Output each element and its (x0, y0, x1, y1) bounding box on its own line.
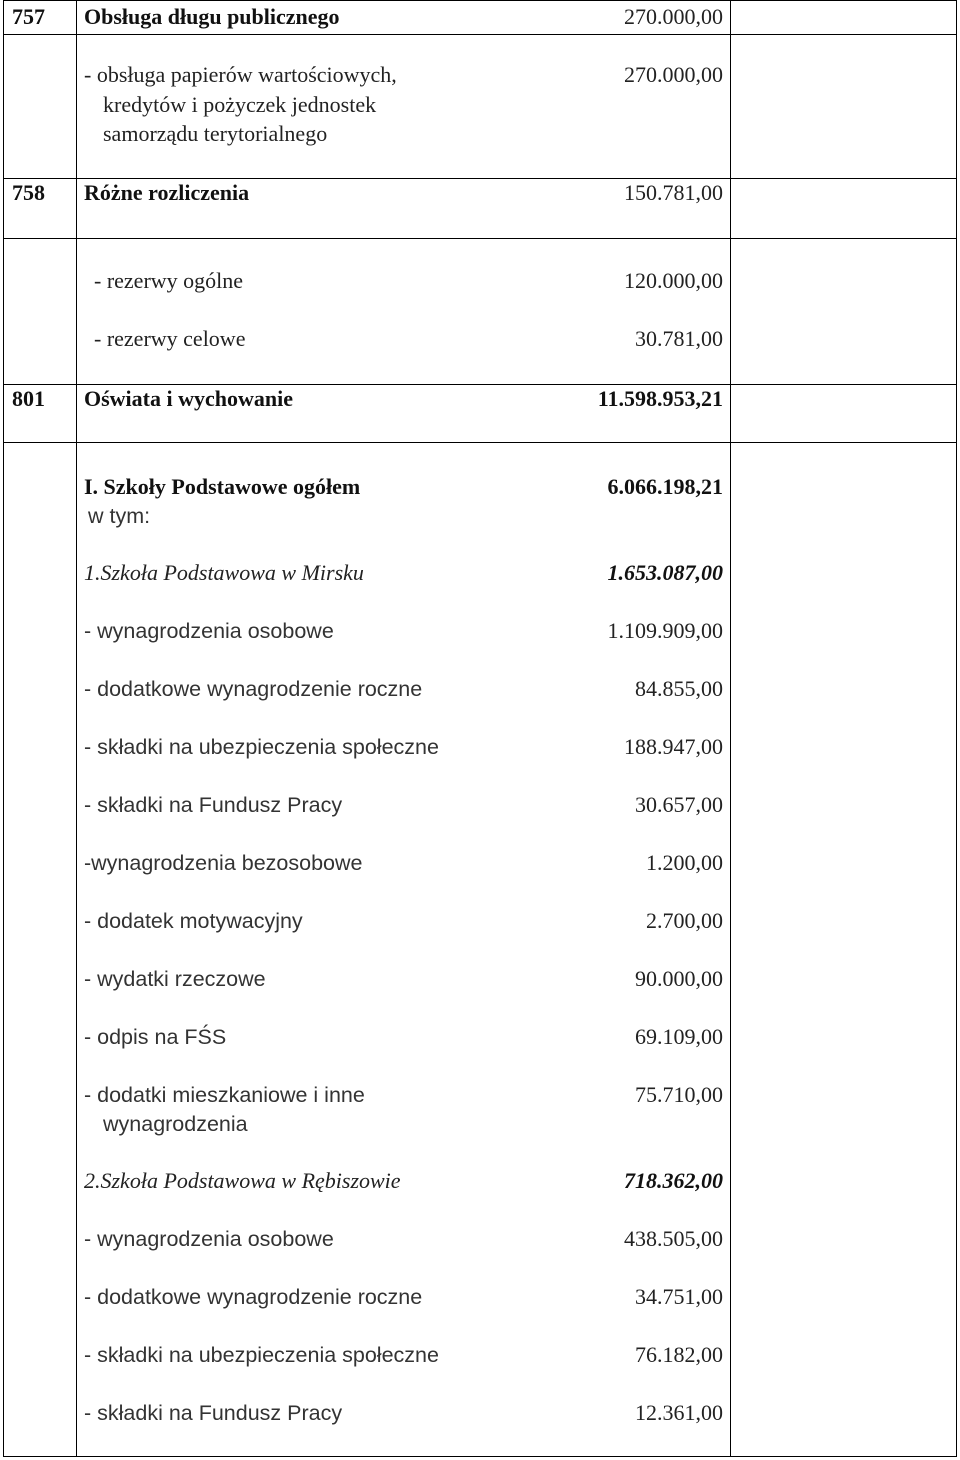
item-label: - odpis na FŚS (84, 1025, 227, 1049)
school-title: 1.Szkoła Podstawowa w Mirsku (84, 560, 364, 585)
school-amount: 718.362,00 (624, 1168, 723, 1193)
section-title: Różne rozliczenia (84, 180, 250, 205)
item-label: - dodatkowe wynagrodzenie roczne (84, 677, 423, 701)
section-amount: 270.000,00 (624, 4, 723, 29)
item-label: - wynagrodzenia osobowe (84, 619, 334, 643)
item-amount: 69.109,00 (635, 1024, 723, 1049)
row-divider (3, 238, 957, 239)
item-amount: 188.947,00 (624, 734, 723, 759)
section-code: 757 (12, 4, 45, 29)
subsection-title: I. Szkoły Podstawowe ogółem (84, 474, 361, 499)
item-amount: 90.000,00 (635, 966, 723, 991)
item-label: - wynagrodzenia osobowe (84, 1227, 334, 1251)
item-label: - składki na Fundusz Pracy (84, 1401, 343, 1425)
section-title: Obsługa długu publicznego (84, 4, 340, 29)
column-divider-amount (730, 0, 731, 1457)
section-code: 758 (12, 180, 45, 205)
item-label: samorządu terytorialnego (103, 121, 328, 146)
school-amount: 1.653.087,00 (607, 560, 723, 585)
item-label: - dodatek motywacyjny (84, 909, 303, 933)
item-amount: 30.657,00 (635, 792, 723, 817)
section-amount: 11.598.953,21 (597, 386, 723, 411)
item-amount: 120.000,00 (624, 268, 723, 293)
item-label: - wydatki rzeczowe (84, 967, 266, 991)
item-amount: 75.710,00 (635, 1082, 723, 1107)
item-label: - dodatkowe wynagrodzenie roczne (84, 1285, 423, 1309)
item-label: - rezerwy celowe (94, 326, 246, 351)
item-amount: 30.781,00 (635, 326, 723, 351)
column-divider-code (76, 0, 77, 1457)
item-amount: 438.505,00 (624, 1226, 723, 1251)
item-label: - rezerwy ogólne (94, 268, 244, 293)
item-amount: 1.200,00 (646, 850, 723, 875)
item-amount: 1.109.909,00 (607, 618, 723, 643)
item-amount: 270.000,00 (624, 62, 723, 87)
row-divider (3, 442, 957, 443)
row-divider (3, 34, 957, 35)
item-label: - obsługa papierów wartościowych, (84, 62, 397, 87)
item-label: -wynagrodzenia bezosobowe (84, 851, 363, 875)
item-amount: 34.751,00 (635, 1284, 723, 1309)
section-amount: 150.781,00 (624, 180, 723, 205)
item-label: - składki na ubezpieczenia społeczne (84, 1343, 439, 1367)
item-label: - składki na ubezpieczenia społeczne (84, 735, 439, 759)
item-amount: 12.361,00 (635, 1400, 723, 1425)
subsection-note: w tym: (88, 504, 151, 528)
item-amount: 84.855,00 (635, 676, 723, 701)
section-code: 801 (12, 386, 45, 411)
item-label: - składki na Fundusz Pracy (84, 793, 343, 817)
section-title: Oświata i wychowanie (84, 386, 293, 411)
item-amount: 2.700,00 (646, 908, 723, 933)
item-label: - dodatki mieszkaniowe i inne (84, 1083, 365, 1107)
item-label: wynagrodzenia (103, 1112, 248, 1136)
item-amount: 76.182,00 (635, 1342, 723, 1367)
school-title: 2.Szkoła Podstawowa w Rębiszowie (84, 1168, 401, 1193)
subsection-amount: 6.066.198,21 (607, 474, 723, 499)
item-label: kredytów i pożyczek jednostek (103, 92, 377, 117)
